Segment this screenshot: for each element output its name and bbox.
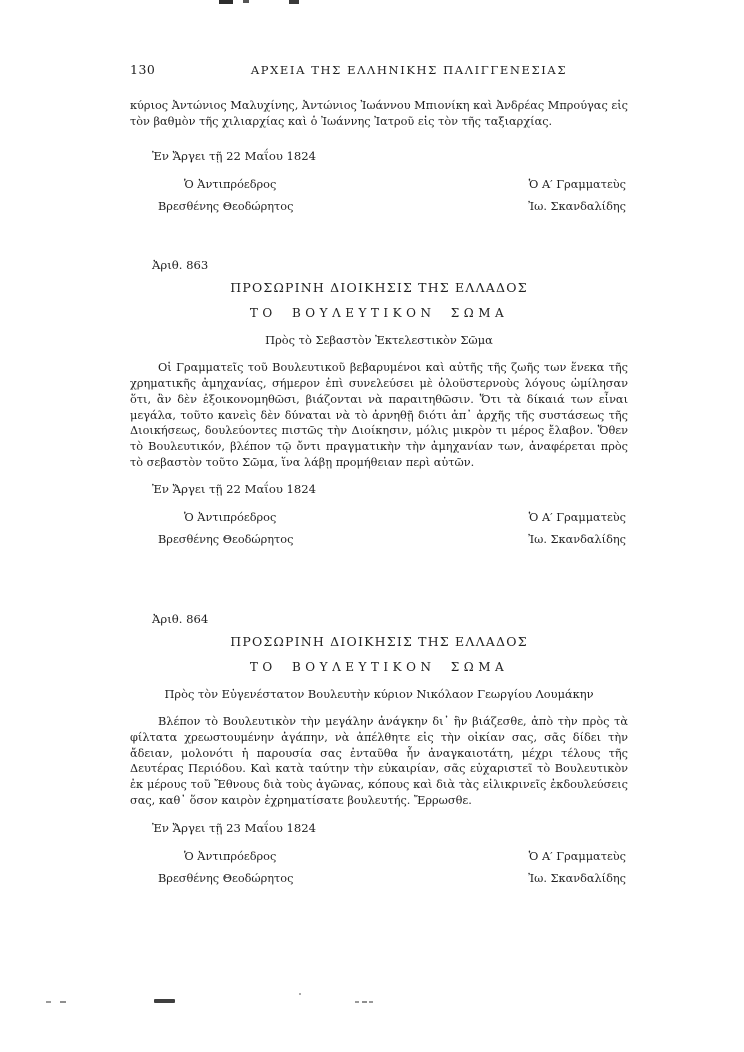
continuation-body: κύριος Ἀντώνιος Μαλυχίνης, Ἀντώνιος Ἰωάννου Μπιονίκη καὶ Ἀνδρέας Μπρούγας εἰς τὸν βαθμὸν τῆς χιλιαρχίας καὶ ὁ Ἰωάννης Ἰατροῦ εἰς τὸν τῆς ταξιαρχίας.	[130, 99, 628, 128]
document-heading: ΠΡΟΣΩΡΙΝΗ ΔΙΟΙΚΗΣΙΣ ΤΗΣ ΕΛΛΑΔΟΣ	[230, 280, 528, 296]
signatory-name: Ἰω. Σκανδαλίδης	[528, 533, 626, 547]
signature-left	[130, 849, 293, 886]
dateline: Ἐν Ἄργει τῇ 22 Μαΐου 1824	[152, 149, 317, 164]
document-salutation: Πρὸς τὸ Σεβαστὸν Ἐκτελεστικὸν Σῶμα	[265, 333, 493, 348]
continuation-section	[130, 98, 628, 214]
scan-artifact	[154, 999, 175, 1003]
document-subheading: ΤΟ ΒΟΥΛΕΥΤΙΚΟΝ ΣΩΜΑ	[249, 306, 509, 321]
document-salutation: Πρὸς τὸν Εὐγενέστατον Βουλευτὴν κύριον Νικόλαον Γεωργίου Λουμάκην	[164, 687, 594, 702]
document-number: Ἀριθ. 863	[152, 258, 209, 273]
document-863	[130, 258, 628, 547]
signatory-name: Βρεσθένης Θεοδώρητος	[158, 533, 294, 547]
signatory-title: Ὁ Ἀντιπρόεδρος	[184, 178, 277, 192]
scan-artifact	[46, 1001, 51, 1003]
signatory-name: Ἰω. Σκανδαλίδης	[528, 200, 626, 214]
document-864	[130, 612, 628, 885]
signatory-name: Ἰω. Σκανδαλίδης	[528, 871, 626, 885]
signature-right	[528, 849, 628, 886]
scan-artifact	[60, 1001, 66, 1003]
signatory-title: Ὁ Α′ Γραμματεὺς	[528, 511, 626, 525]
signatory-title: Ὁ Ἀντιπρόεδρος	[184, 849, 277, 863]
signature-left	[130, 510, 293, 547]
dateline: Ἐν Ἄργει τῇ 23 Μαΐου 1824	[152, 820, 317, 835]
signatory-name: Βρεσθένης Θεοδώρητος	[158, 200, 294, 214]
document-heading: ΠΡΟΣΩΡΙΝΗ ΔΙΟΙΚΗΣΙΣ ΤΗΣ ΕΛΛΑΔΟΣ	[230, 634, 528, 650]
document-subheading: ΤΟ ΒΟΥΛΕΥΤΙΚΟΝ ΣΩΜΑ	[249, 660, 509, 675]
document-number: Ἀριθ. 864	[152, 612, 209, 627]
scan-artifact	[299, 993, 301, 995]
signature-block	[130, 849, 628, 886]
signatory-title: Ὁ Α′ Γραμματεὺς	[528, 849, 626, 863]
signature-right	[528, 510, 628, 547]
signature-block	[130, 177, 628, 214]
scan-artifact	[355, 1001, 359, 1003]
document-body: Βλέπον τὸ Βουλευτικὸν τὴν μεγάλην ἀνάγκην δι᾽ ἣν βιάζεσθε, ἀπὸ τὴν πρὸς τὰ φίλτατα χρεωστουμένην ἀγάπην, νὰ ἀπέλθητε εἰς τὴν οἰκίαν σας, σᾶς δίδει τὴν ἄδειαν, μολονότι ἡ παρουσία σας ἐνταῦθα ἦν ἀναγκαιοτάτη, μέχρι τέλους τῆς Δευτέρας Περιόδου. Καὶ κατὰ ταύτην τὴν εὐκαιρίαν, σᾶς εὐχαριστεῖ τὸ Βουλευτικὸν ἐκ μέρους τοῦ Ἔθνους διὰ τοὺς ἀγῶνας, κόπους καὶ διὰ τὰς εἰλικρινεῖς ἐκδουλεύσεις σας, καθ᾽ ὅσον καιρὸν ἐχρηματίσατε βουλευτής. Ἔρρωσθε.	[130, 715, 628, 807]
page-number: 130	[130, 62, 156, 77]
dateline: Ἐν Ἄργει τῇ 22 Μαΐου 1824	[152, 482, 317, 497]
text-column	[130, 0, 628, 886]
signature-block	[130, 510, 628, 547]
scan-artifact	[362, 1001, 367, 1003]
signatory-title: Ὁ Ἀντιπρόεδρος	[184, 511, 277, 525]
signature-left	[130, 177, 293, 214]
document-body: Οἱ Γραμματεῖς τοῦ Βουλευτικοῦ βεβαρυμένοι καὶ αὐτῆς τῆς ζωῆς των ἕνεκα τῆς χρηματικῆς ἀμηχανίας, σήμερον ἐπὶ συνελεύσει μὲ ὁλοϋστερνοὺς λόγους ὡμίλησαν ὅτι, ἂν δὲν ἐξοικονομηθῶσι, βιάζονται νὰ παραιτηθῶσιν. Ὅτι τὰ δίκαιά των εἶναι μεγάλα, τοῦτο κανεὶς δὲν δύναται νὰ τὸ ἀρνηθῇ διότι ἀπ᾽ ἀρχῆς τῆς συστάσεως τῆς Διοικήσεως, δουλεύοντες πιστῶς τὴν Διοίκησιν, μόλις μικρὸν τι μέρος ἔλαβον. Ὅθεν τὸ Βουλευτικόν, βλέπον τῷ ὄντι πραγματικὴν τὴν ἀμηχανίαν των, ἀναφέρεται πρὸς τὸ σεβαστὸν τοῦτο Σῶμα, ἵνα λάβῃ προμήθειαν περὶ αὐτῶν.	[130, 361, 628, 469]
running-title: ΑΡΧΕΙΑ ΤΗΣ ΕΛΛΗΝΙΚΗΣ ΠΑΛΙΓΓΕΝΕΣΙΑΣ	[250, 63, 568, 77]
signatory-name: Βρεσθένης Θεοδώρητος	[158, 871, 294, 885]
signature-right	[528, 177, 628, 214]
running-header	[130, 62, 628, 77]
signatory-title: Ὁ Α′ Γραμματεὺς	[528, 178, 626, 192]
scan-artifact	[369, 1001, 373, 1003]
